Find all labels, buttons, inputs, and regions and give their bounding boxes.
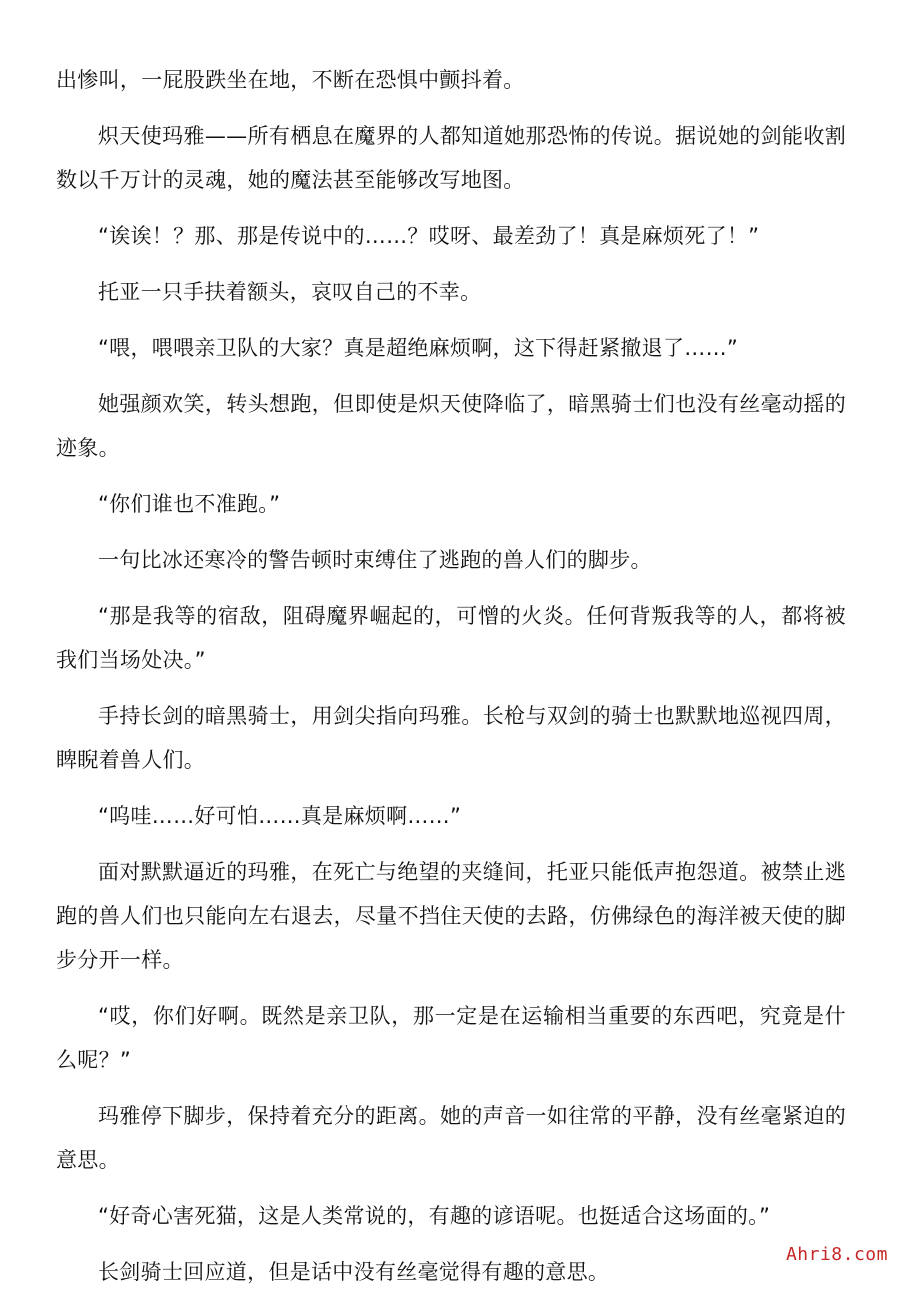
paragraph: 一句比冰还寒冷的警告顿时束缚住了逃跑的兽人们的脚步。 bbox=[98, 548, 652, 572]
paragraph: 托亚一只手扶着额头，哀叹自己的不幸。 bbox=[98, 280, 482, 304]
paragraph: 她强颜欢笑，转头想跑，但即使是炽天使降临了，暗黑骑士们也没有丝毫动摇的迹象。 bbox=[56, 392, 846, 460]
paragraph: “好奇心害死猫，这是人类常说的，有趣的谚语呢。也挺适合这场面的。” bbox=[98, 1204, 771, 1228]
paragraph: “哎，你们好啊。既然是亲卫队，那一定是在运输相当重要的东西吧，究竟是什么呢？” bbox=[56, 1004, 846, 1072]
paragraph: “那是我等的宿敌，阻碍魔界崛起的，可憎的火炎。任何背叛我等的人，都将被我们当场处决。” bbox=[56, 604, 846, 672]
paragraph: 长剑骑士回应道，但是话中没有丝毫觉得有趣的意思。 bbox=[98, 1260, 610, 1284]
paragraph: “呜哇……好可怕……真是麻烦啊……” bbox=[98, 804, 462, 828]
watermark: Ahri8.com bbox=[785, 1244, 888, 1265]
paragraph: 手持长剑的暗黑骑士，用剑尖指向玛雅。长枪与双剑的骑士也默默地巡视四周，睥睨着兽人们。 bbox=[56, 704, 846, 772]
paragraph: 面对默默逼近的玛雅，在死亡与绝望的夹缝间，托亚只能低声抱怨道。被禁止逃跑的兽人们也只能向左右退去，尽量不挡住天使的去路，仿佛绿色的海洋被天使的脚步分开一样。 bbox=[56, 860, 846, 972]
paragraph: 玛雅停下脚步，保持着充分的距离。她的声音一如往常的平静，没有丝毫紧迫的意思。 bbox=[56, 1104, 846, 1172]
paragraph: “喂，喂喂亲卫队的大家？真是超绝麻烦啊，这下得赶紧撤退了……” bbox=[98, 336, 739, 360]
paragraph: 出惨叫，一屁股跌坐在地，不断在恐惧中颤抖着。 bbox=[56, 68, 525, 92]
paragraph: “诶诶！？那、那是传说中的……？哎呀、最差劲了！真是麻烦死了！” bbox=[98, 224, 760, 248]
paragraph: “你们谁也不准跑。” bbox=[98, 492, 281, 516]
text-body bbox=[56, 58, 846, 1306]
paragraph: 炽天使玛雅——所有栖息在魔界的人都知道她那恐怖的传说。据说她的剑能收割数以千万计的灵魂，她的魔法甚至能够改写地图。 bbox=[56, 124, 846, 192]
